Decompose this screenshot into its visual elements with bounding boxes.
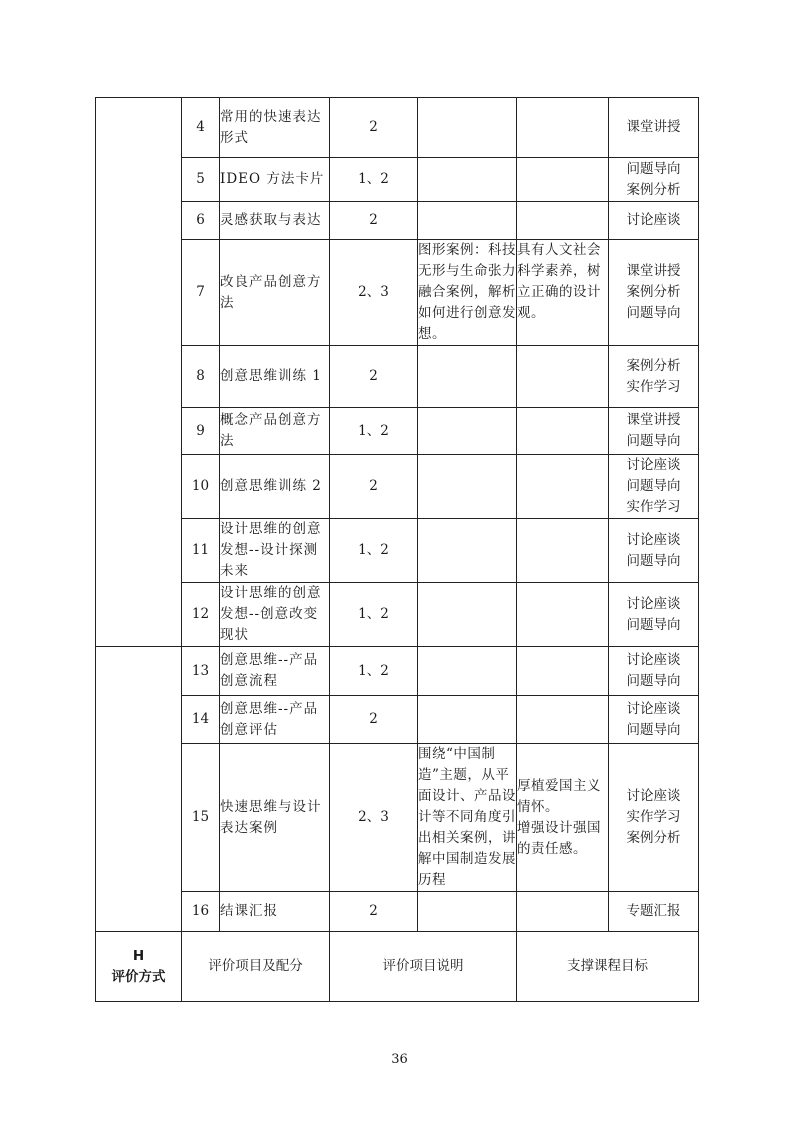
row-number: 6 (182, 202, 220, 240)
teaching-method: 专题汇报 (609, 892, 699, 932)
section-cell (96, 647, 182, 932)
row-number: 11 (182, 519, 220, 583)
evaluation-title: 评价方式 (111, 968, 166, 985)
teaching-method: 讨论座谈 (609, 202, 699, 240)
hours-value: 2 (330, 455, 418, 519)
hours-value: 1、2 (330, 583, 418, 647)
table-row (96, 696, 699, 744)
ideological-goal (517, 408, 609, 455)
table-row (96, 583, 699, 647)
evaluation-label (96, 932, 182, 1002)
hours-value: 2、3 (330, 240, 418, 346)
hours-value: 2 (330, 346, 418, 408)
topic-title: IDEO 方法卡片 (220, 158, 330, 202)
row-number: 13 (182, 647, 220, 696)
teaching-method-text: 讨论座谈 问题导向 (626, 531, 681, 569)
teaching-method (609, 408, 699, 455)
row-number: 9 (182, 408, 220, 455)
teaching-method-text: 课堂讲授 问题导向 (626, 412, 681, 449)
topic-title: 创意思维--产品创意流程 (220, 647, 330, 696)
ideological-goal (517, 696, 609, 744)
ideological-goal (517, 519, 609, 583)
topic-title: 创意思维--产品创意评估 (220, 696, 330, 744)
hours-value: 2 (330, 696, 418, 744)
table-row (96, 240, 699, 346)
teaching-method (609, 519, 699, 583)
row-number: 16 (182, 892, 220, 932)
topic-title: 概念产品创意方法 (220, 408, 330, 455)
row-number: 7 (182, 240, 220, 346)
ideological-case (418, 346, 517, 408)
ideological-case (418, 892, 517, 932)
hours-value: 1、2 (330, 158, 418, 202)
table-row (96, 892, 699, 932)
teaching-method-text: 案例分析 实作学习 (626, 357, 681, 395)
teaching-method-text: 讨论座谈 问题导向 (626, 700, 681, 738)
ideological-goal (517, 647, 609, 696)
row-number: 12 (182, 583, 220, 647)
evaluation-letter: H (132, 947, 145, 964)
teaching-method-text: 讨论座谈 问题导向 (626, 652, 681, 689)
row-number: 4 (182, 98, 220, 158)
ideological-goal (517, 892, 609, 932)
page-number: 36 (391, 1052, 408, 1067)
ideological-case: 围绕“中国制造”主题，从平面设计、产品设计等不同角度引出相关案例，讲解中国制造发展历程 (418, 744, 517, 892)
teaching-plan-table (95, 97, 699, 1002)
ideological-goal (517, 158, 609, 202)
table-row (96, 647, 699, 696)
teaching-method (609, 744, 699, 892)
row-number: 8 (182, 346, 220, 408)
teaching-method (609, 696, 699, 744)
row-number: 5 (182, 158, 220, 202)
ideological-case (418, 696, 517, 744)
topic-title: 快速思维与设计表达案例 (220, 744, 330, 892)
section-cell (96, 98, 182, 647)
teaching-method-text: 讨论座谈 问题导向 (626, 595, 681, 633)
ideological-case (418, 202, 517, 240)
header-eval-description: 评价项目说明 (330, 932, 517, 1002)
teaching-method-text: 问题导向 案例分析 (626, 160, 681, 198)
evaluation-row (96, 932, 699, 1002)
hours-value: 1、2 (330, 408, 418, 455)
hours-value: 2 (330, 202, 418, 240)
table-row (96, 455, 699, 519)
ideological-case (418, 408, 517, 455)
topic-title: 创意思维训练 1 (220, 346, 330, 408)
topic-title: 设计思维的创意发想--设计探测未来 (220, 519, 330, 583)
row-number: 10 (182, 455, 220, 519)
hours-value: 1、2 (330, 519, 418, 583)
table-row (96, 346, 699, 408)
ideological-case: 图形案例：科技无形与生命张力融合案例，解析如何进行创意发想。 (418, 240, 517, 346)
ideological-goal (517, 455, 609, 519)
teaching-method (609, 647, 699, 696)
header-supported-goals: 支撑课程目标 (517, 932, 699, 1002)
ideological-case (418, 455, 517, 519)
ideological-goal (517, 583, 609, 647)
hours-value: 2 (330, 98, 418, 158)
row-number: 14 (182, 696, 220, 744)
ideological-case (418, 98, 517, 158)
ideological-case (418, 647, 517, 696)
ideological-case (418, 583, 517, 647)
ideological-goal: 具有人文社会科学素养，树立正确的设计观。 (517, 240, 609, 346)
hours-value: 2、3 (330, 744, 418, 892)
topic-title: 灵感获取与表达 (220, 202, 330, 240)
teaching-method (609, 240, 699, 346)
ideological-goal (517, 744, 609, 892)
teaching-method: 课堂讲授 (609, 98, 699, 158)
teaching-method (609, 346, 699, 408)
teaching-method-text: 讨论座谈 实作学习 案例分析 (626, 788, 681, 846)
table-row (96, 158, 699, 202)
ideological-case (418, 519, 517, 583)
teaching-method (609, 158, 699, 202)
teaching-method (609, 455, 699, 519)
topic-title: 创意思维训练 2 (220, 455, 330, 519)
ideological-goal (517, 202, 609, 240)
topic-title: 改良产品创意方法 (220, 240, 330, 346)
hours-value: 2 (330, 892, 418, 932)
ideological-goal (517, 98, 609, 158)
table-row (96, 98, 699, 158)
ideological-goal-text: 厚植爱国主义情怀。 增强设计强国的责任感。 (517, 777, 601, 857)
hours-value: 1、2 (330, 647, 418, 696)
table-row (96, 519, 699, 583)
teaching-method-text: 讨论座谈 问题导向 实作学习 (626, 457, 681, 515)
ideological-case (418, 158, 517, 202)
table-row (96, 202, 699, 240)
topic-title: 结课汇报 (220, 892, 330, 932)
row-number: 15 (182, 744, 220, 892)
table-row (96, 408, 699, 455)
table-row (96, 744, 699, 892)
teaching-method (609, 583, 699, 647)
topic-title: 设计思维的创意发想--创意改变现状 (220, 583, 330, 647)
ideological-goal (517, 346, 609, 408)
header-eval-items: 评价项目及配分 (182, 932, 330, 1002)
topic-title: 常用的快速表达形式 (220, 98, 330, 158)
teaching-method-text: 课堂讲授 案例分析 问题导向 (626, 263, 681, 321)
